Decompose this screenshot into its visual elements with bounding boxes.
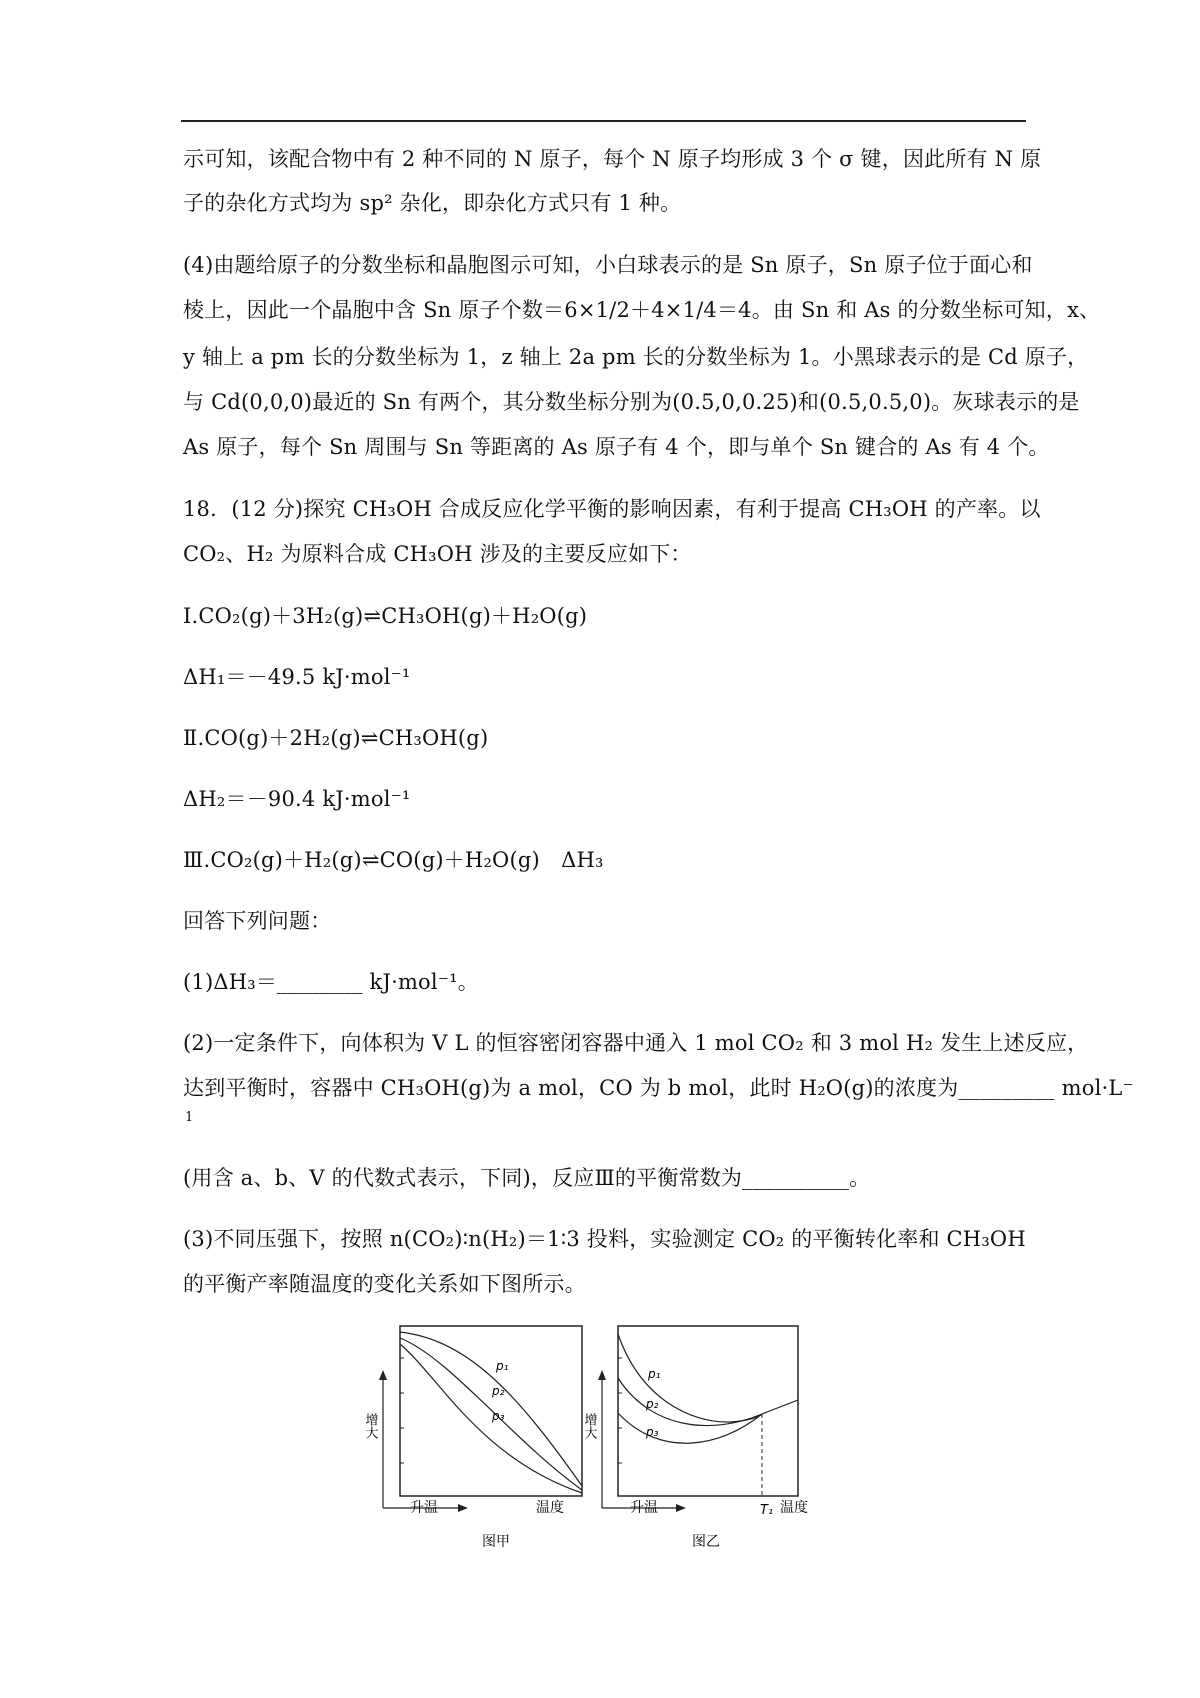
paragraph-line: 与 Cd(0,0,0)最近的 Sn 有两个，其分数坐标分别为(0.5,0,0.25)和(0.5,0.5,0)。灰球表示的是 <box>183 390 1080 414</box>
wrapped-exponent: 1 <box>185 1110 194 1125</box>
y-arrowhead <box>379 1370 387 1380</box>
paragraph-line: y 轴上 a pm 长的分数坐标为 1，z 轴上 2a pm 长的分数坐标为 1。小黑球表示的是 Cd 原子， <box>183 345 1089 369</box>
question-3-line: (3)不同压强下，按照 n(CO₂)∶n(H₂)＝1∶3 投料，实验测定 CO₂ 的平衡转化率和 CH₃OH <box>183 1227 1026 1251</box>
question-18-line: 18．(12 分)探究 CH₃OH 合成反应化学平衡的影响因素，有利于提高 CH₃OH 的产率。以 <box>183 497 1041 521</box>
x-axis-arrow-label: 升温 <box>410 1500 438 1516</box>
figure-pair <box>362 1318 850 1558</box>
curve-p3 <box>400 1344 582 1493</box>
curve-label: p₁ <box>648 1367 661 1381</box>
paragraph-line: 子的杂化方式均为 sp² 杂化，即杂化方式只有 1 种。 <box>183 191 682 215</box>
enthalpy-2: ΔH₂＝－90.4 kJ·mol⁻¹ <box>183 787 411 811</box>
x-axis-end-label: 温度 <box>780 1500 808 1516</box>
paragraph-line: (4)由题给原子的分数坐标和晶胞图示可知，小白球表示的是 Sn 原子，Sn 原子位于面心和 <box>183 253 1033 277</box>
paragraph-line: 棱上，因此一个晶胞中含 Sn 原子个数＝6×1/2＋4×1/4＝4。由 Sn 和 As 的分数坐标可知，x、 <box>183 298 1101 322</box>
t1-marker-label: T₁ <box>760 1503 774 1518</box>
figure-a <box>363 1326 583 1550</box>
curve-p1 <box>618 1334 798 1422</box>
curve-label: p₃ <box>646 1425 659 1439</box>
curve-label: p₃ <box>492 1409 505 1423</box>
x-arrowhead <box>458 1504 468 1512</box>
y-axis-label: 增大 <box>362 1413 378 1439</box>
figure-caption: 图乙 <box>692 1534 720 1550</box>
curve-label: p₂ <box>646 1397 659 1411</box>
answer-prompt: 回答下列问题： <box>183 909 332 933</box>
question-18-line: CO₂、H₂ 为原料合成 CH₃OH 涉及的主要反应如下： <box>183 542 692 566</box>
x-axis-arrow-label: 升温 <box>630 1500 658 1516</box>
paragraph-line: As 原子，每个 Sn 周围与 Sn 等距离的 As 原子有 4 个，即与单个 Sn 键合的 As 有 4 个。 <box>183 435 1050 459</box>
x-axis-end-label: 温度 <box>536 1500 564 1516</box>
curve-p1 <box>400 1332 582 1486</box>
curve-label: p₂ <box>492 1384 505 1398</box>
curve-p2 <box>618 1378 762 1426</box>
y-axis-label: 增大 <box>581 1413 597 1439</box>
question-2-line: 达到平衡时，容器中 CH₃OH(g)为 a mol，CO 为 b mol，此时 H₂O(g)的浓度为_________ mol·L⁻ <box>183 1076 1134 1100</box>
question-3-line: 的平衡产率随温度的变化关系如下图所示。 <box>183 1272 586 1296</box>
figure-caption: 图甲 <box>482 1534 510 1550</box>
reaction-2: Ⅱ.CO(g)＋2H₂(g)⇌CH₃OH(g) <box>183 726 489 750</box>
curve-p3 <box>618 1413 762 1443</box>
enthalpy-1: ΔH₁＝－49.5 kJ·mol⁻¹ <box>183 665 411 689</box>
figure-b <box>582 1326 809 1550</box>
reaction-1: Ⅰ.CO₂(g)＋3H₂(g)⇌CH₃OH(g)＋H₂O(g) <box>183 604 588 628</box>
paragraph-line: 示可知，该配合物中有 2 种不同的 N 原子，每个 N 原子均形成 3 个 σ 键，因此所有 N 原 <box>183 147 1042 171</box>
y-arrowhead <box>598 1370 606 1380</box>
header-rule <box>181 120 1026 122</box>
reaction-3: Ⅲ.CO₂(g)＋H₂(g)⇌CO(g)＋H₂O(g) ΔH₃ <box>183 848 604 872</box>
question-1: (1)ΔH₃＝________ kJ·mol⁻¹。 <box>183 970 479 994</box>
curve-p2 <box>400 1338 582 1490</box>
question-2-line: (2)一定条件下，向体积为 V L 的恒容密闭容器中通入 1 mol CO₂ 和 3 mol H₂ 发生上述反应， <box>183 1031 1089 1055</box>
x-arrowhead <box>676 1504 686 1512</box>
plot-frame <box>400 1326 582 1496</box>
curve-label: p₁ <box>496 1359 509 1373</box>
question-2-line: (用含 a、b、V 的代数式表示，下同)，反应Ⅲ的平衡常数为__________。 <box>183 1166 871 1190</box>
